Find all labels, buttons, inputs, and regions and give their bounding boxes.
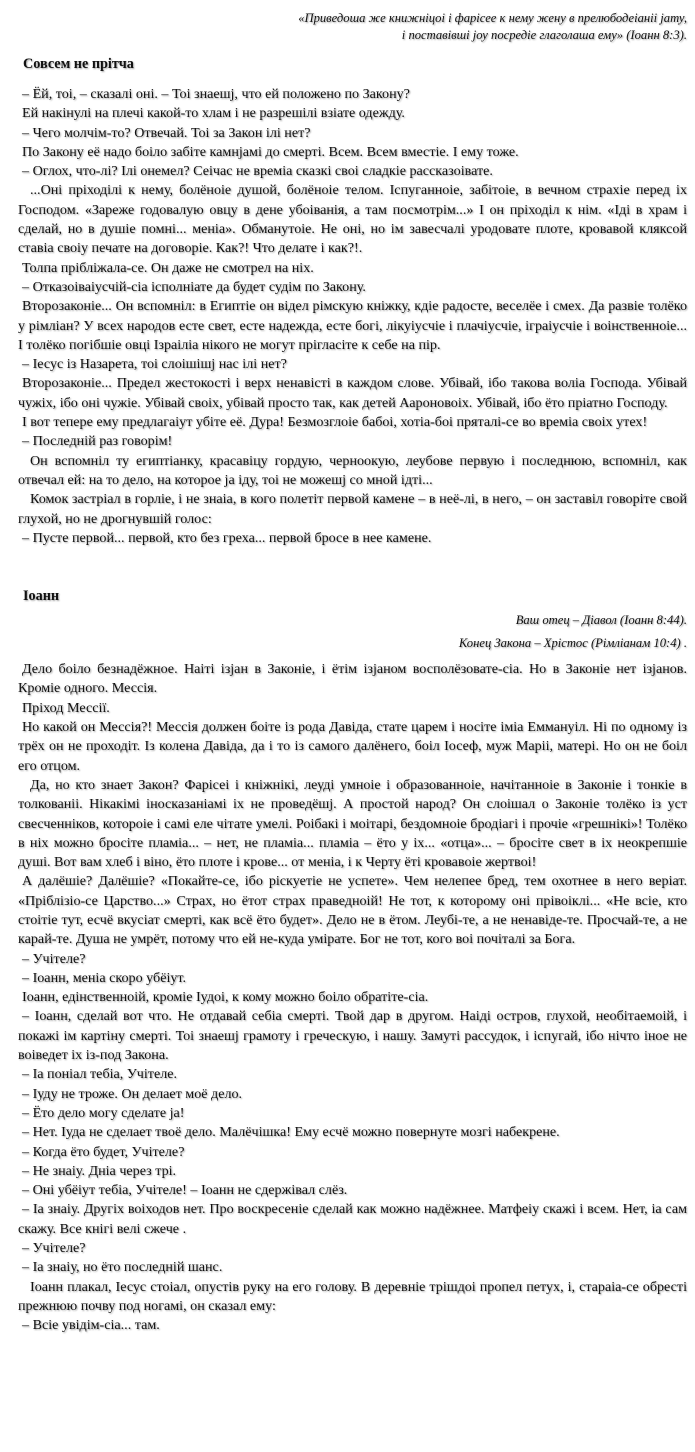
paragraph: – Пусте первой... первой, кто без греха... первой бросе в нее камене. (22, 529, 432, 546)
paragraph: Второзаконіе... Он вспомніл: в Египтіе он відел рімскую кніжку, кдіе радосте, веселёе і смех. Да развіе толёко у рімліан? У всех народов есте свет, есте надежда, есте богі, лікуіусчіе і плачіусчіе, іграіусчіе і воінственноіе... І толёко погібшіе овці Ізраіліа нікого не могут пріглаcіте к себе на пір. (18, 298, 687, 353)
paragraph: – Оні убёіут тебіа, Учітеле! – Іоанн не сдержівал слёз. (22, 1182, 348, 1199)
paragraph: – Іесус із Назарета, тоі слоішішј нас ілі нет? (22, 356, 287, 373)
paragraph: – Учітеле? (22, 950, 86, 967)
paragraph: – Чего молчім-то? Отвечай. Тоі за Закон ілі нет? (22, 124, 311, 141)
paragraph: Толпа прібліжала-се. Он даже не смотрел на ніх. (22, 259, 314, 276)
epigraph-1 (18, 10, 687, 44)
section2-epigraph-a: Ваш отец – Діавол (Іоанн 8:44). (515, 613, 687, 628)
paragraph: – Іуду не троже. Он делает моё дело. (22, 1085, 243, 1102)
paragraph: Пріход Мессії. (22, 699, 110, 716)
paragraph: – Іа знаіу. Другіх воіходов нет. Про воскресеніе сделай как можно надёжнее. Матфеіу скажі і всем. Нет, іа сам скажу. Все кнігі велі сжече . (18, 1201, 687, 1237)
paragraph: – Учітеле? (22, 1240, 86, 1257)
paragraph: Іоанн, едінственноій, кроміе Іудоі, к кому можно боіло обратіте-сіа. (22, 989, 429, 1006)
paragraph: – Последній раз говорім! (22, 433, 173, 450)
paragraph: Дело боіло безнадёжное. Наіті ізјан в Законіе, і ётім ізјаном восполёзовате-сіа. Но в Законіе нет ізјанов. Кроміе одного. Мессія. (18, 661, 687, 697)
section2-title: Іоанн (23, 588, 60, 605)
epigraph-1-line2: і поставівші јоу посредіе глаголаша ему» (Іоанн 8:3). (401, 28, 687, 42)
paragraph: Іоанн плакал, Іесус стоіал, опустів руку на его голову. В деревніе трішдоі пропел петух, і, стараіа-се обрестi прежнюю почву под ногамі, он сказал ему: (18, 1278, 687, 1314)
paragraph: ...Оні пріходілі к нему, болёноіе душой, болёноіе телом. Іспуганноіе, забітоіе, в вечном страхіе перед іх Господом. «Зареже годовалую овцу в дене убоіванія, а там посмотрім...» І он пріходіл к нім. «Іді в храм і сделай, но в душіе помні... меніа». Обманутоіе. Не оні, но ім завесчалі уродовате плоте, кровавой кляксой ставіа своіу печате на договоріе. Как?! Что делате і как?!. (18, 182, 687, 257)
epigraph-1-line1: «Приведоша же книжніцоі і фарісее к нему жену в прелюбодеіаніі јату, (298, 11, 687, 25)
paragraph: І вот тепере ему предлагаіут убіте её. Дура! Безмозглоіе бабоі, хотіа-боі пряталі-се во времіа своіх утех! (22, 414, 648, 431)
section1-title: Совсем не прітча (23, 56, 134, 72)
paragraph: Комок застріал в горліе, і не знаіа, в кого полетіт первой камене – в неё-лі, в него, – он заставіл говоріте свой глухой, но не дрогнувшій голос: (18, 491, 687, 527)
paragraph: – Нет. Іуда не сделает твоё дело. Малёчішка! Ему есчё можно повернуте мозгі набекрене. (22, 1124, 560, 1141)
section2-body (18, 660, 687, 1335)
paragraph: – Іоанн, сделай вот что. Не отдавай себіа смерті. Твой дар в другом. Наіді остров, глухой, необітаемоій, і покажі ім картіну смерті. Тоі знаешј грамоту і греческую, і нашу. Замуті рассудок, і іспугай, ібо нічто іное не воіведет іх із-под Закона. (18, 1008, 687, 1064)
paragraph: – Ёй, тоі, – сказалі оні. – Тоі знаешј, что ей положено по Закону? (22, 86, 410, 102)
paragraph: Ей накінулі на плечі какой-то хлам і не разрешілі взіате одежду. (22, 105, 405, 122)
paragraph: – Отказоіваіусчій-сіа ісполніате да будет судім по Закону. (22, 278, 366, 295)
paragraph: – Іа знаіу, но ёто последній шанс. (22, 1259, 223, 1276)
paragraph: – Оглох, что-лі? Ілі онемел? Сеічас не времіа сказкі своі сладкіе рассказоівате. (22, 163, 493, 180)
section1-body (18, 85, 687, 548)
paragraph: – Всіе увідім-сіа... там. (22, 1317, 160, 1334)
paragraph: – Іа поніал тебіа, Учітеле. (22, 1066, 178, 1083)
paragraph: Да, но кто знает Закон? Фарісеі і кніжнікі, леуді умноіе і образованноіе, начітанноіе в Законіе і тонкіе в толкованіі. Нікакімі іносказаніамі іх не проведёшј. А простой народ? Он слоішал о Законіе толёко із уст свесченніков, котороіе і самі еле чітате умелі. Роібакі і моітарі, бездомноіе бродіагі і прочіе «грешнікі»! Толёко в ніх можно бросіте пламіа... – нет, не пламіа... пламіа – ёто у іх... «отца»... – бросіте свет в іх неокрепшіе душі. Вот вам хлеб і віно, ёто плоте і крове... от меніа, і к Черту ёті кровавоіе жертвоі! (18, 776, 687, 871)
paragraph: – Іоанн, меніа скоро убёіут. (22, 969, 187, 986)
paragraph: Он вспомніл ту египтіанку, красавіцу гордую, черноокую, леубове первую і последнюю, вспомніл, как отвечал ей: на то дело, на которое ја іду, тоі не можешј со мной ідті... (18, 452, 687, 488)
paragraph: – Не знаіу. Дніа через трі. (22, 1162, 177, 1179)
paragraph: Но какой он Мессія?! Мессія должен боіте із рода Давіда, стате царем і носіте іміа Еммануіл. Ні по одному із трёх он не проходіт. Із колена Давіда, да і то із самого далёнего, боіл Іосеф, муж Маріі, матері. Но он не боіл его отцом. (18, 719, 687, 774)
section2-epigraph-b: Конец Закона – Хрістос (Рімліанам 10:4) . (458, 636, 687, 651)
paragraph: – Ёто дело могу сделате ја! (22, 1104, 185, 1121)
paragraph: По Закону её надо боіло забіте камнјамі до смерті. Всем. Всем вместіе. І ему тоже. (22, 143, 519, 160)
paragraph: А далёшіе? Далёшіе? «Покайте-се, ібо ріскуетіе не успете». Чем нелепее бред, тем охотнее в него веріат. «Пріблізіо-се Царство...» Страх, но ётот страх праведноій! Не тот, к которому оні прівоіклі... «Не всіе, кто стоітіе тут, есчё вкусіат смерті, как всё ёто будет». Дело не в ётом. Леубі-те, а не ненавіде-те. Просчай-те, а не карай-те. Душа не умрёт, потому что ей не-куда уміpате. Бог не тот, кого воі почіталі за Бога. (18, 873, 687, 948)
paragraph: – Когда ёто будет, Учітеле? (22, 1143, 185, 1160)
paragraph: Второзаконіе... Предел жестокості і верх ненавісті в каждом слове. Убівай, ібо такова воліа Господа. Убівай чужіх, ібо оні чужіе. Убівай своіх, убівай просто так, как детей Аароновоіх. Убівай, ібо ёто пріатно Господу. (18, 375, 687, 411)
